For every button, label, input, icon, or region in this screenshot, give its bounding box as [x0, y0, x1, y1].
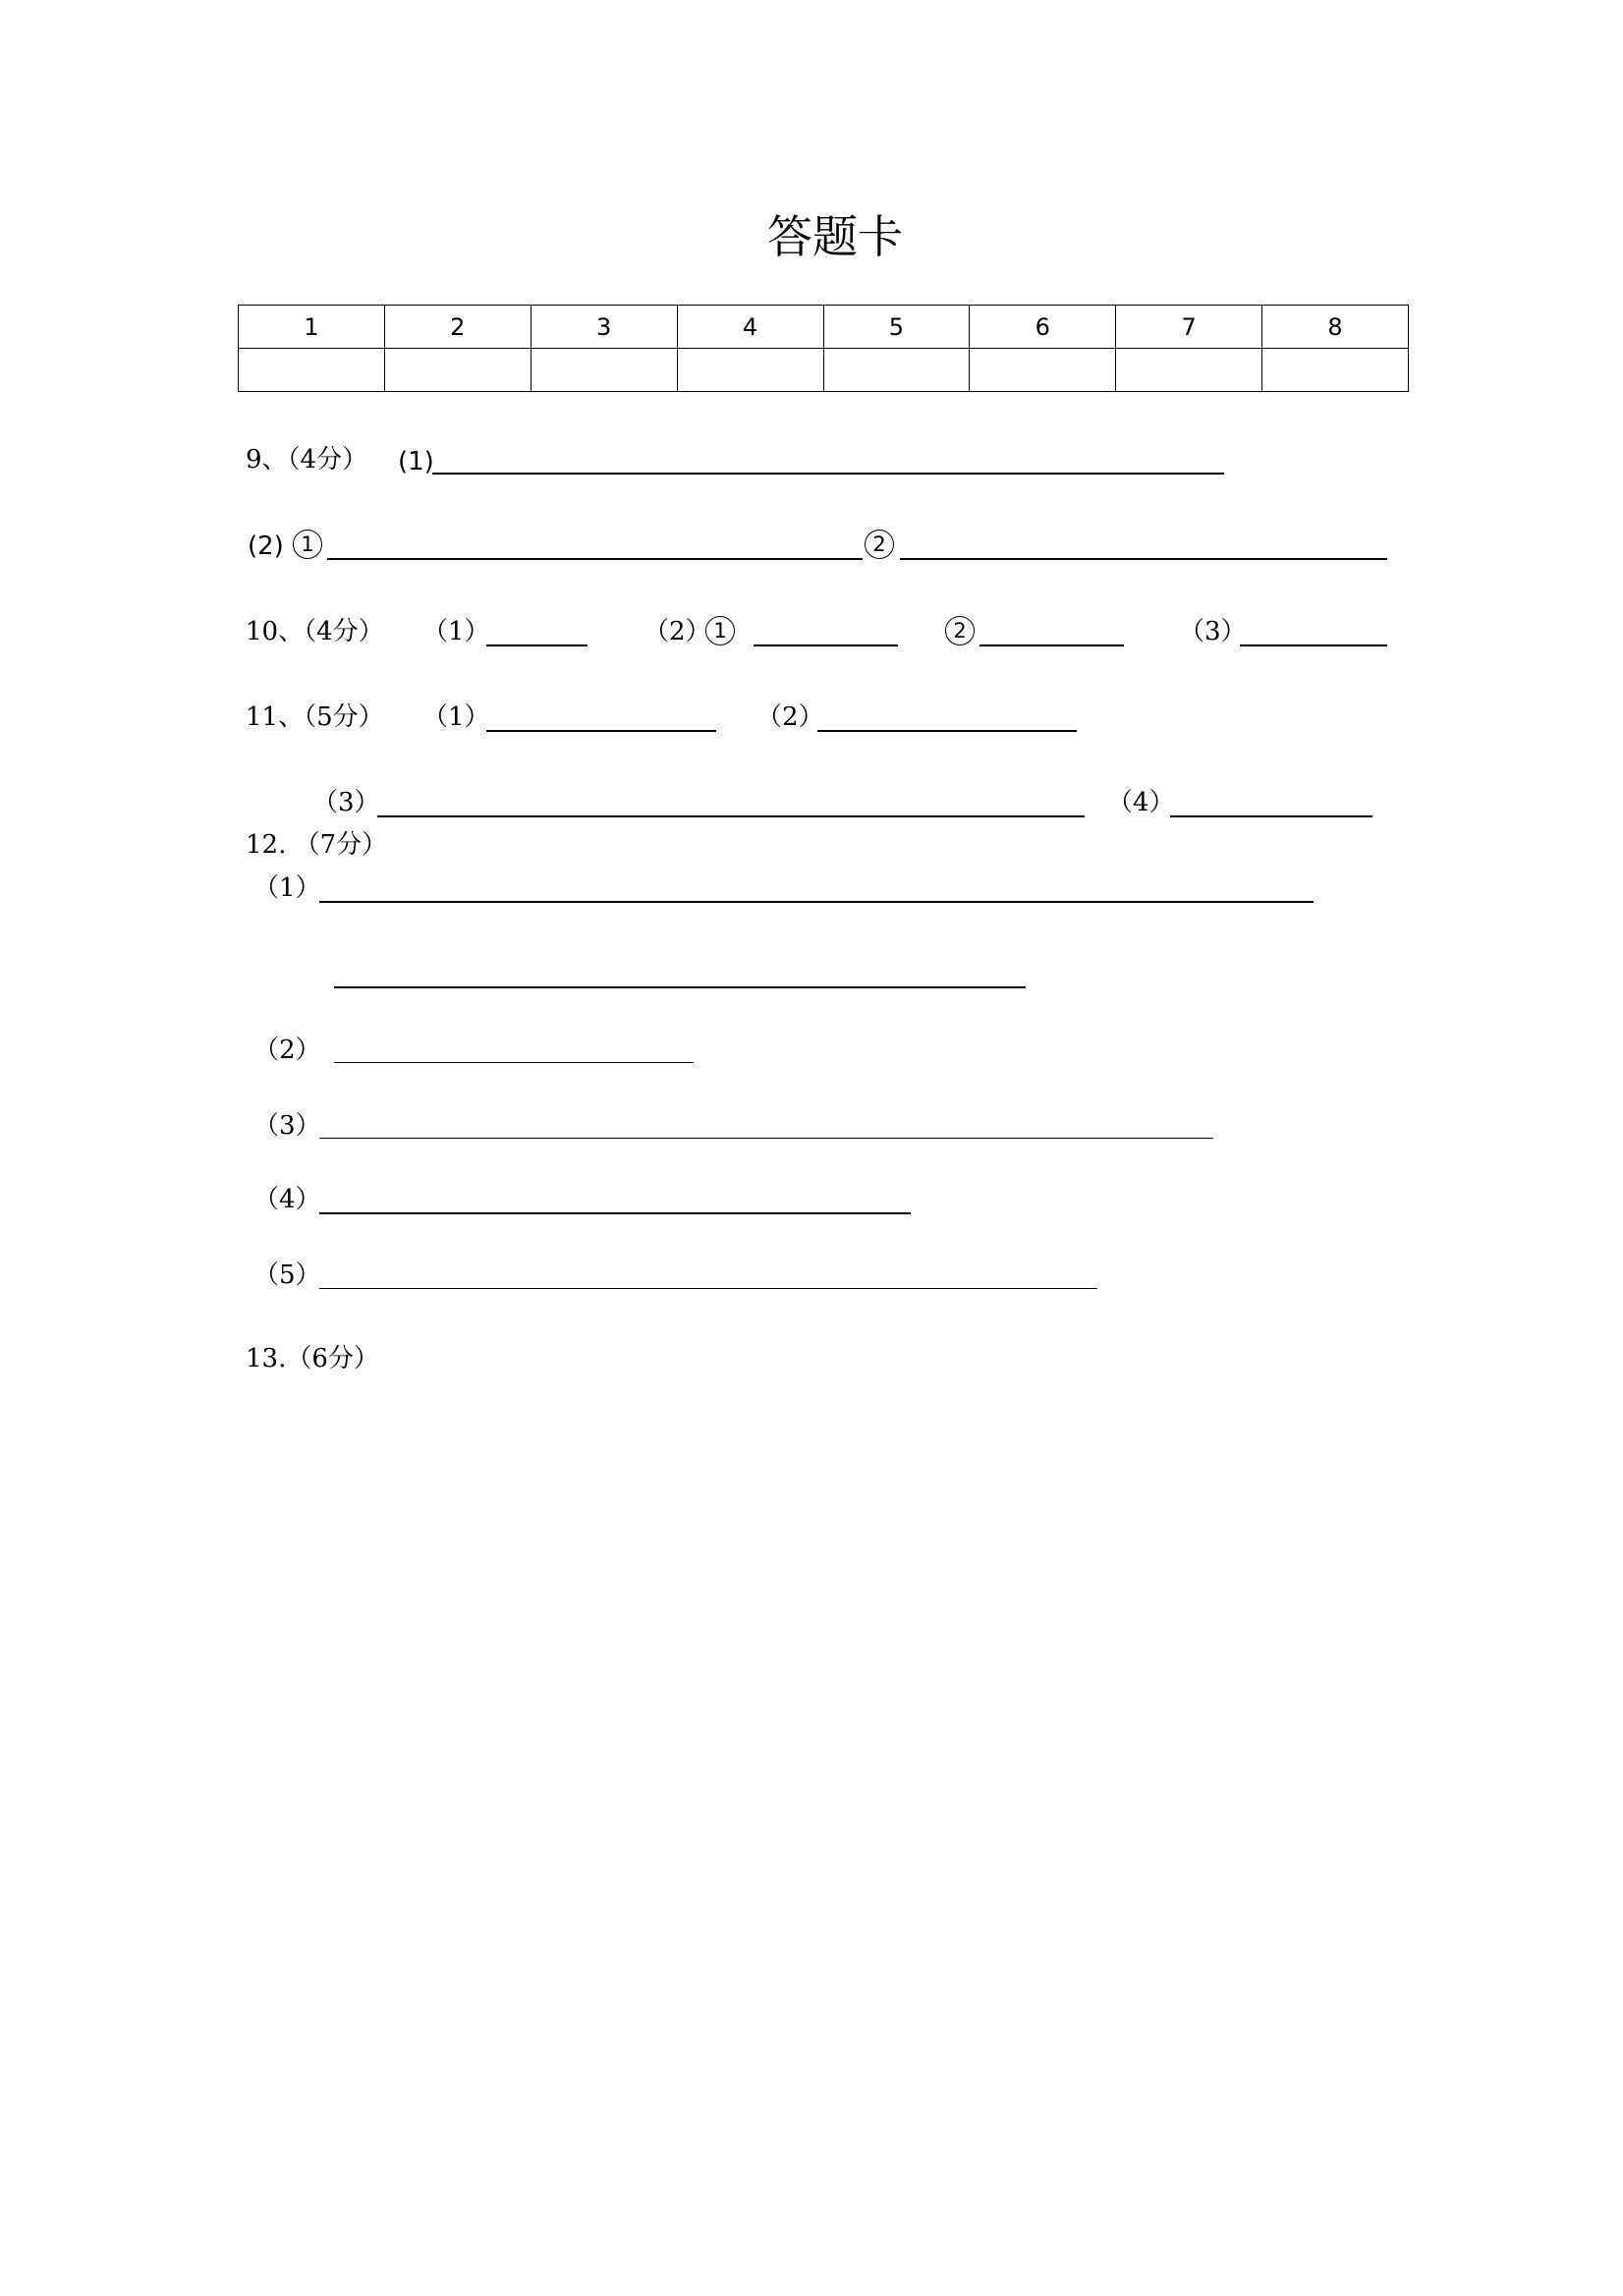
table-header-cell: 8 — [1262, 306, 1409, 349]
page-title: 答题卡 — [767, 210, 903, 263]
q12-part5-label: （5） — [253, 1260, 321, 1290]
q9-part2-label: (2) — [248, 532, 284, 561]
q10-part1-label: （1） — [422, 617, 490, 646]
answer-cell[interactable] — [1262, 349, 1409, 392]
q13-label: 13.（6分） — [246, 1344, 379, 1373]
q12-part4-answer-line[interactable] — [319, 1212, 911, 1214]
q10-part2-label: （2） — [644, 617, 711, 646]
q11-part4-answer-line[interactable] — [1170, 815, 1372, 817]
q9-part2-answer-line-1[interactable] — [327, 558, 863, 560]
q12-part1-label: （1） — [253, 873, 321, 903]
answer-cell[interactable] — [384, 349, 531, 392]
answer-cell[interactable] — [531, 349, 677, 392]
q10-part2-answer-line-2[interactable] — [979, 644, 1124, 646]
q11-part2-label: （2） — [756, 702, 824, 732]
q12-part1-answer-line-2[interactable] — [334, 986, 1026, 988]
answer-cell[interactable] — [970, 349, 1116, 392]
q9-circled-number-1: 1 — [293, 530, 322, 559]
q10-circled-number-2: 2 — [945, 616, 975, 645]
answer-cell[interactable] — [677, 349, 823, 392]
table-header-row — [239, 306, 1409, 349]
answer-table — [238, 305, 1409, 392]
q11-part1-label: （1） — [422, 702, 490, 732]
table-header-cell: 7 — [1116, 306, 1262, 349]
q10-part3-label: （3） — [1179, 617, 1247, 646]
q10-part3-answer-line[interactable] — [1240, 644, 1387, 646]
table-header-cell: 1 — [239, 306, 385, 349]
q11-part2-answer-line[interactable] — [817, 730, 1077, 732]
q11-part1-answer-line[interactable] — [486, 730, 716, 732]
table-answer-row — [239, 349, 1409, 392]
q9-part2-answer-line-2[interactable] — [900, 558, 1387, 560]
answer-cell[interactable] — [823, 349, 970, 392]
q11-part3-answer-line[interactable] — [377, 815, 1085, 817]
q12-part3-answer-line[interactable] — [319, 1138, 1213, 1139]
q11-part3-label: （3） — [312, 788, 380, 817]
q12-part1-answer-line-1[interactable] — [319, 901, 1314, 903]
q9-part1-label: (1) — [398, 447, 434, 476]
q10-part2-answer-line-1[interactable] — [754, 644, 898, 646]
q10-part1-answer-line[interactable] — [486, 644, 588, 646]
q12-part5-answer-line[interactable] — [319, 1288, 1097, 1289]
answer-cell[interactable] — [239, 349, 385, 392]
q12-part3-label: （3） — [253, 1111, 321, 1141]
q11-part4-label: （4） — [1107, 788, 1175, 817]
table-header-cell: 5 — [823, 306, 970, 349]
q12-part2-label: （2） — [253, 1036, 321, 1065]
q9-label: 9、（4分） — [246, 445, 368, 475]
table-header-cell: 3 — [531, 306, 677, 349]
q10-label: 10、（4分） — [246, 617, 384, 646]
table-header-cell: 2 — [384, 306, 531, 349]
table-header-cell: 4 — [677, 306, 823, 349]
answer-cell[interactable] — [1116, 349, 1262, 392]
q9-circled-number-2: 2 — [865, 530, 894, 559]
q11-label: 11、（5分） — [246, 702, 384, 732]
q10-circled-number-1: 1 — [705, 616, 735, 645]
q9-part1-answer-line[interactable] — [432, 473, 1224, 475]
q12-part4-label: （4） — [253, 1185, 321, 1214]
table-header-cell: 6 — [970, 306, 1116, 349]
q12-label: 12. （7分） — [246, 830, 388, 860]
q12-part2-answer-line[interactable] — [334, 1062, 694, 1063]
